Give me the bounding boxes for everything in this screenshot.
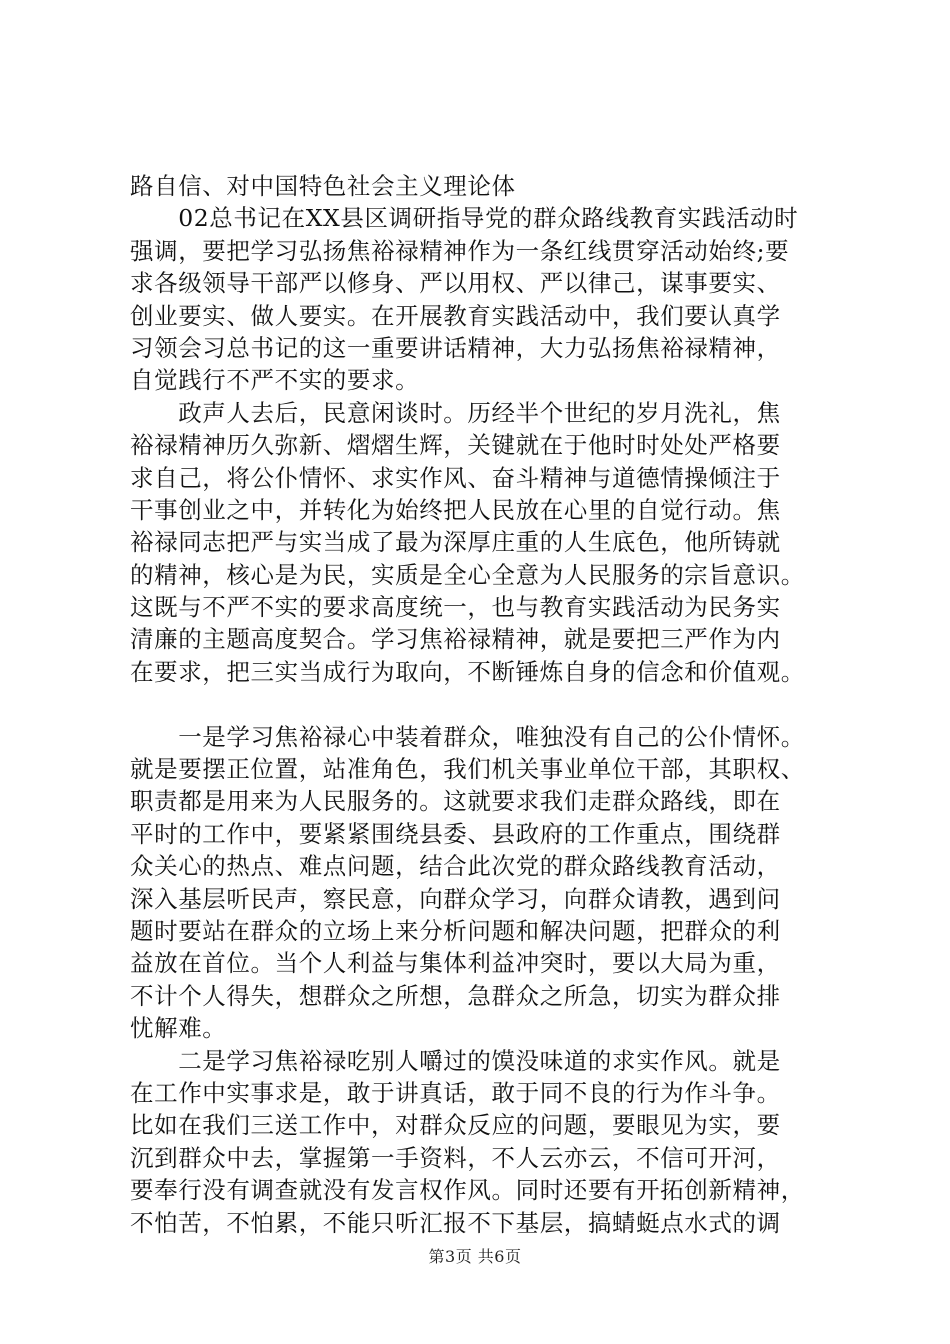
text-line: 求自己，将公仆情怀、求实作风、奋斗精神与道德情操倾注于 [130, 463, 781, 492]
text-line: 平时的工作中，要紧紧围绕县委、县政府的工作重点，围绕群 [130, 819, 781, 848]
text-line: 题时要站在群众的立场上来分析问题和解决问题，把群众的利 [130, 916, 781, 945]
text-line: 深入基层听民声，察民意，向群众学习，向群众请教，遇到问 [130, 884, 781, 913]
text-line: 自觉践行不严不实的要求。 [130, 366, 420, 395]
blank-line [130, 688, 842, 720]
page-footer: 第3页 共6页 [428, 1247, 522, 1266]
text-line: 02总书记在XX县区调研指导党的群众路线教育实践活动时 [130, 204, 799, 233]
text-line: 干事创业之中，并转化为始终把人民放在心里的自觉行动。焦 [130, 495, 781, 524]
text-line: 不怕苦，不怕累，不能只听汇报不下基层，搞蜻蜓点水式的调 [130, 1208, 781, 1237]
text-line: 求各级领导干部严以修身、严以用权、严以律己，谋事要实、 [130, 269, 781, 298]
text-line: 比如在我们三送工作中，对群众反应的问题，要眼见为实，要 [130, 1111, 781, 1140]
text-line: 益放在首位。当个人利益与集体利益冲突时，要以大局为重， [130, 949, 781, 978]
text-line: 裕禄精神历久弥新、熠熠生辉，关键就在于他时时处处严格要 [130, 431, 781, 460]
text-line: 创业要实、做人要实。在开展教育实践活动中，我们要认真学 [130, 301, 781, 330]
text-line: 路自信、对中国特色社会主义理论体 [130, 172, 516, 200]
text-line: 的精神，核心是为民，实质是全心全意为人民服务的宗旨意识。 [130, 560, 805, 589]
text-line: 沉到群众中去，掌握第一手资料，不人云亦云，不信可开河， [130, 1143, 781, 1172]
text-line: 裕禄同志把严与实当成了最为深厚庄重的人生底色，他所铸就 [130, 528, 781, 557]
text-line: 职责都是用来为人民服务的。这就要求我们走群众路线，即在 [130, 787, 781, 816]
text-line: 众关心的热点、难点问题，结合此次党的群众路线教育活动， [130, 852, 781, 881]
text-line: 就是要摆正位置，站准角色，我们机关事业单位干部，其职权、 [130, 755, 805, 784]
text-line: 不计个人得失，想群众之所想，急群众之所急，切实为群众排 [130, 981, 781, 1010]
text-line: 一是学习焦裕禄心中装着群众，唯独没有自己的公仆情怀。 [130, 722, 805, 751]
text-line: 习领会习总书记的这一重要讲话精神，大力弘扬焦裕禄精神， [130, 333, 781, 362]
text-line: 强调，要把学习弘扬焦裕禄精神作为一条红线贯穿活动始终;要 [130, 236, 790, 265]
text-line: 忧解难。 [130, 1014, 227, 1043]
text-line: 在工作中实事求是，敢于讲真话，敢于同不良的行为作斗争。 [130, 1078, 781, 1107]
text-line: 政声人去后，民意闲谈时。历经半个世纪的岁月洗礼，焦 [130, 398, 781, 427]
text-line: 要奉行没有调查就没有发言权作风。同时还要有开拓创新精神， [130, 1176, 805, 1205]
text-line: 这既与不严不实的要求高度统一，也与教育实践活动为民务实 [130, 593, 781, 622]
text-line: 二是学习焦裕禄吃别人嚼过的馍没味道的求实作风。就是 [130, 1046, 781, 1075]
text-line: 清廉的主题高度契合。学习焦裕禄精神，就是要把三严作为内 [130, 625, 781, 654]
document-body [130, 170, 842, 1239]
text-line: 在要求，把三实当成行为取向，不断锤炼自身的信念和价值观。 [130, 657, 805, 686]
